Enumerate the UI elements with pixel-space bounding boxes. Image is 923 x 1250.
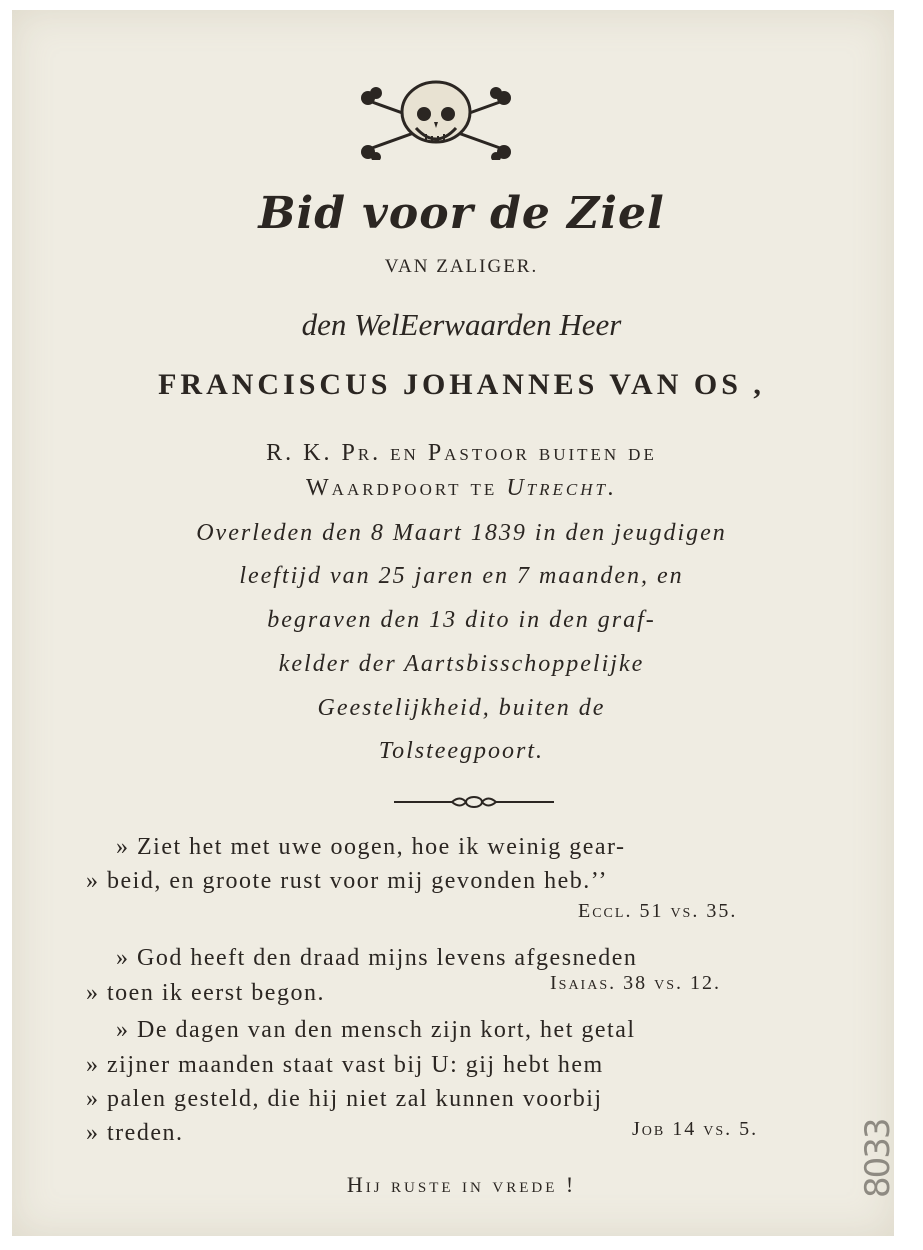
office-line-2-text: Waardpoort te	[306, 475, 507, 501]
deceased-name: FRANCISCUS JOHANNES VAN OS ,	[158, 368, 765, 401]
pencil-inventory-number: 8033	[858, 1119, 898, 1198]
obituary-line: leeftijd van 25 jaren en 7 maanden, en	[239, 563, 684, 589]
verse-line: » beid, en groote rust voor mij gevonden heb.’’	[86, 868, 608, 894]
verse-line: » palen gesteld, die hij niet zal kunnen voorbij	[86, 1086, 603, 1112]
obituary-line: Geestelijkheid, buiten de	[317, 695, 606, 721]
skull-crossbones-icon	[358, 76, 514, 160]
verse-line: » treden.	[86, 1120, 184, 1146]
obituary-line: kelder der Aartsbisschoppelijke	[278, 651, 645, 677]
card-subtitle: VAN ZALIGER.	[384, 256, 539, 277]
ornamental-divider	[392, 794, 556, 810]
honorific: den WelEerwaarden Heer	[301, 307, 622, 342]
office-city: Utrecht.	[506, 475, 617, 501]
office-line-2	[0, 475, 923, 502]
verse-line: » De dagen van den mensch zijn kort, het getal	[116, 1017, 636, 1043]
verse-reference: Eccl. 51 vs. 35.	[578, 900, 738, 922]
verse-line: » zijner maanden staat vast bij U: gij hebt hem	[86, 1052, 604, 1078]
office-line-1: R. K. Pr. en Pastoor buiten de	[266, 440, 657, 466]
obituary-line: begraven den 13 dito in den graf-	[267, 607, 656, 633]
closing-line: Hij ruste in vrede !	[346, 1172, 577, 1197]
verse-line: » Ziet het met uwe oogen, hoe ik weinig gear-	[116, 834, 626, 860]
obituary-line: Overleden den 8 Maart 1839 in den jeugdigen	[196, 520, 727, 546]
card-title: Bid voor de Ziel	[258, 188, 665, 239]
obituary-line: Tolsteegpoort.	[378, 738, 545, 764]
verse-line: » God heeft den draad mijns levens afgesneden	[116, 945, 638, 971]
verse-reference: Isaias. 38 vs. 12.	[550, 972, 722, 994]
verse-reference: Job 14 vs. 5.	[632, 1118, 759, 1140]
verse-line: » toen ik eerst begon.	[86, 980, 325, 1006]
